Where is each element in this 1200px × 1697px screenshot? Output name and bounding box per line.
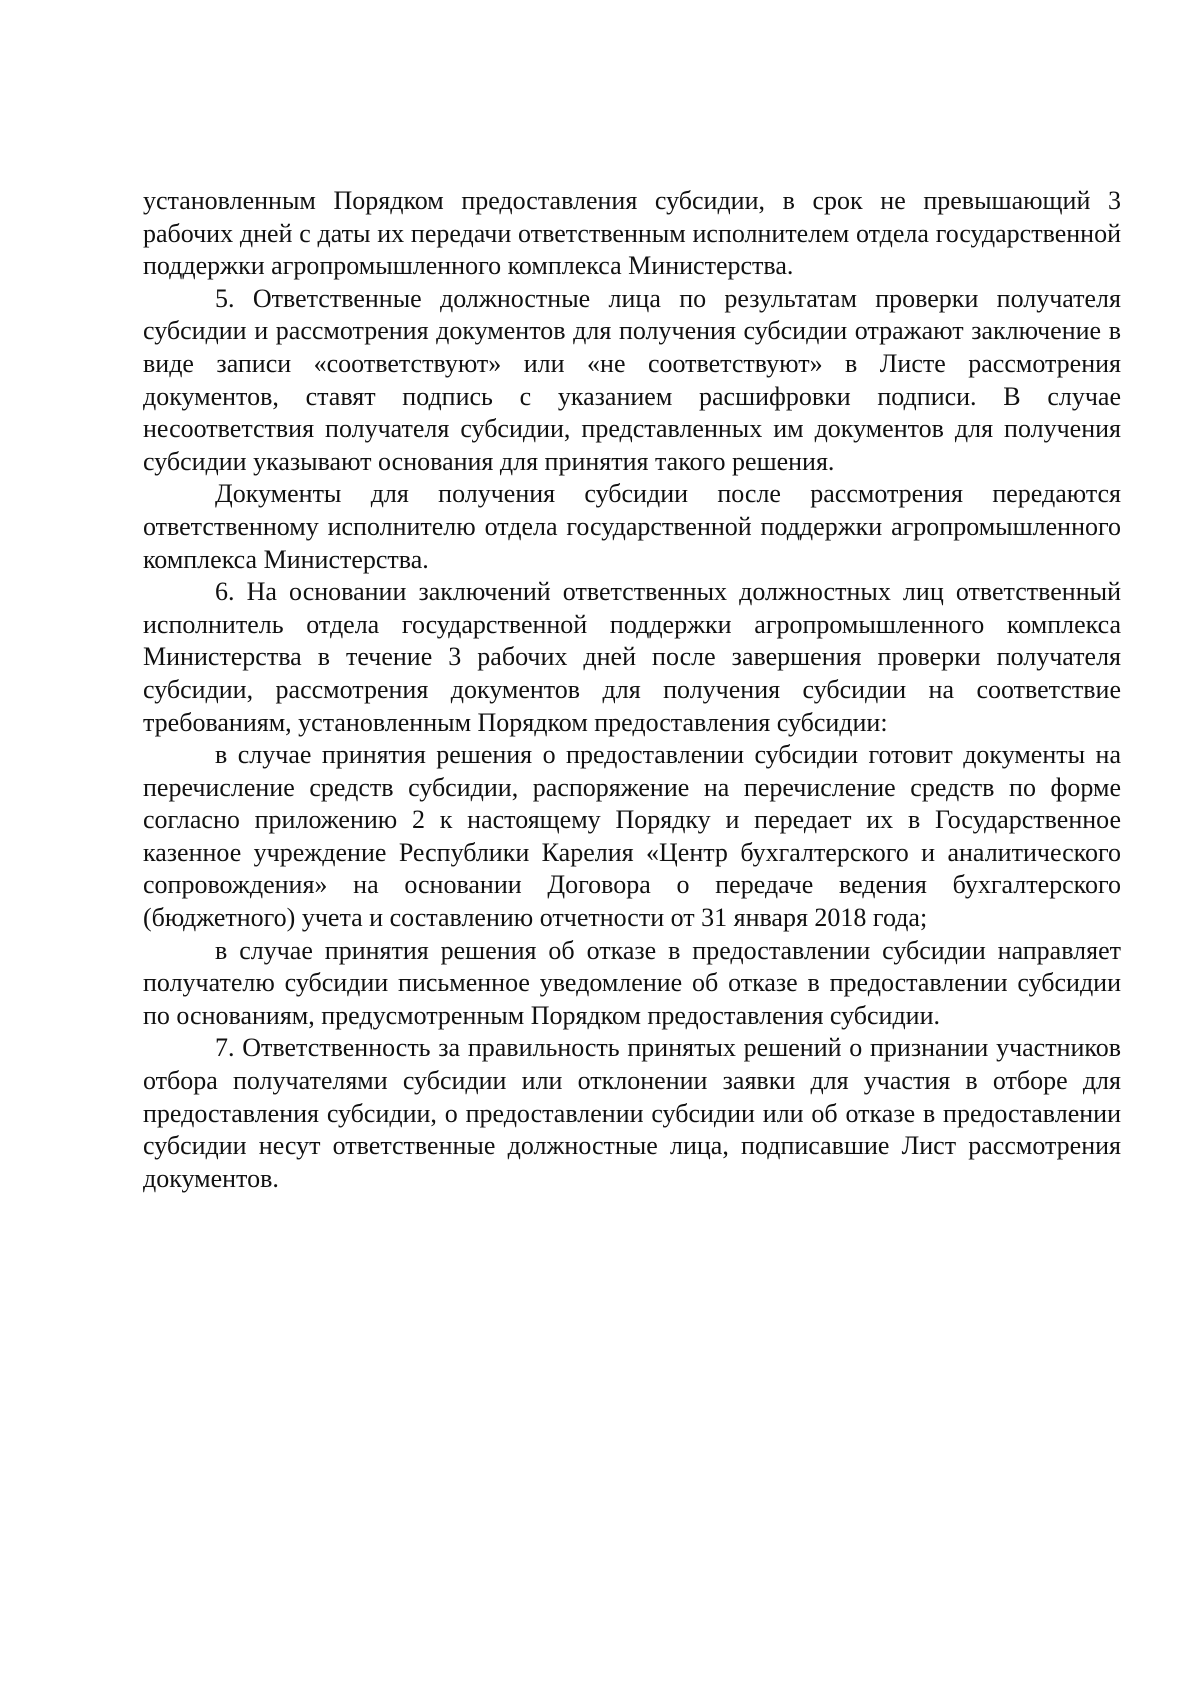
paragraph-item-7: 7. Ответственность за правильность принятых решений о признании участников отбора получателями субсидии или отклонении заявки для участия в отборе для предоставления субсидии, о предоставлении субсидии или об отказе в предоставлении субсидии несут ответственные должностные лица, подписавшие Лист рассмотрения документов.	[143, 1033, 1121, 1193]
paragraph-grant-decision: в случае принятия решения о предоставлении субсидии готовит документы на перечисление средств субсидии, распоряжение на перечисление средств по форме согласно приложению 2 к настоящему Порядку и передает их в Государственное казенное учреждение Республики Карелия «Центр бухгалтерского и аналитического сопровождения» на основании Договора о передаче ведения бухгалтерского (бюджетного) учета и составлению отчетности от 31 января 2018 года;	[143, 740, 1121, 933]
paragraph-documents-transfer: Документы для получения субсидии после рассмотрения передаются ответственному исполнителю отдела государственной поддержки агропромышленного комплекса Министерства.	[143, 479, 1121, 574]
document-body	[143, 185, 1121, 1195]
paragraph-item-5: 5. Ответственные должностные лица по результатам проверки получателя субсидии и рассмотрения документов для получения субсидии отражают заключение в виде записи «соответствуют» или «не соответствуют» в Листе рассмотрения документов, ставят подпись с указанием расшифровки подписи. В случае несоответствия получателя субсидии, представленных им документов для получения субсидии указывают основания для принятия такого решения.	[143, 283, 1121, 476]
paragraph-continuation: установленным Порядком предоставления субсидии, в срок не превышающий 3 рабочих дней с даты их передачи ответственным исполнителем отдела государственной поддержки агропромышленного комплекса Министерства.	[143, 186, 1121, 281]
paragraph-item-6: 6. На основании заключений ответственных должностных лиц ответственный исполнитель отдела государственной поддержки агропромышленного комплекса Министерства в течение 3 рабочих дней после завершения проверки получателя субсидии, рассмотрения документов для получения субсидии на соответствие требованиям, установленным Порядком предоставления субсидии:	[143, 577, 1121, 737]
paragraph-refusal-decision: в случае принятия решения об отказе в предоставлении субсидии направляет получателю субсидии письменное уведомление об отказе в предоставлении субсидии по основаниям, предусмотренным Порядком предоставления субсидии.	[143, 935, 1121, 1030]
